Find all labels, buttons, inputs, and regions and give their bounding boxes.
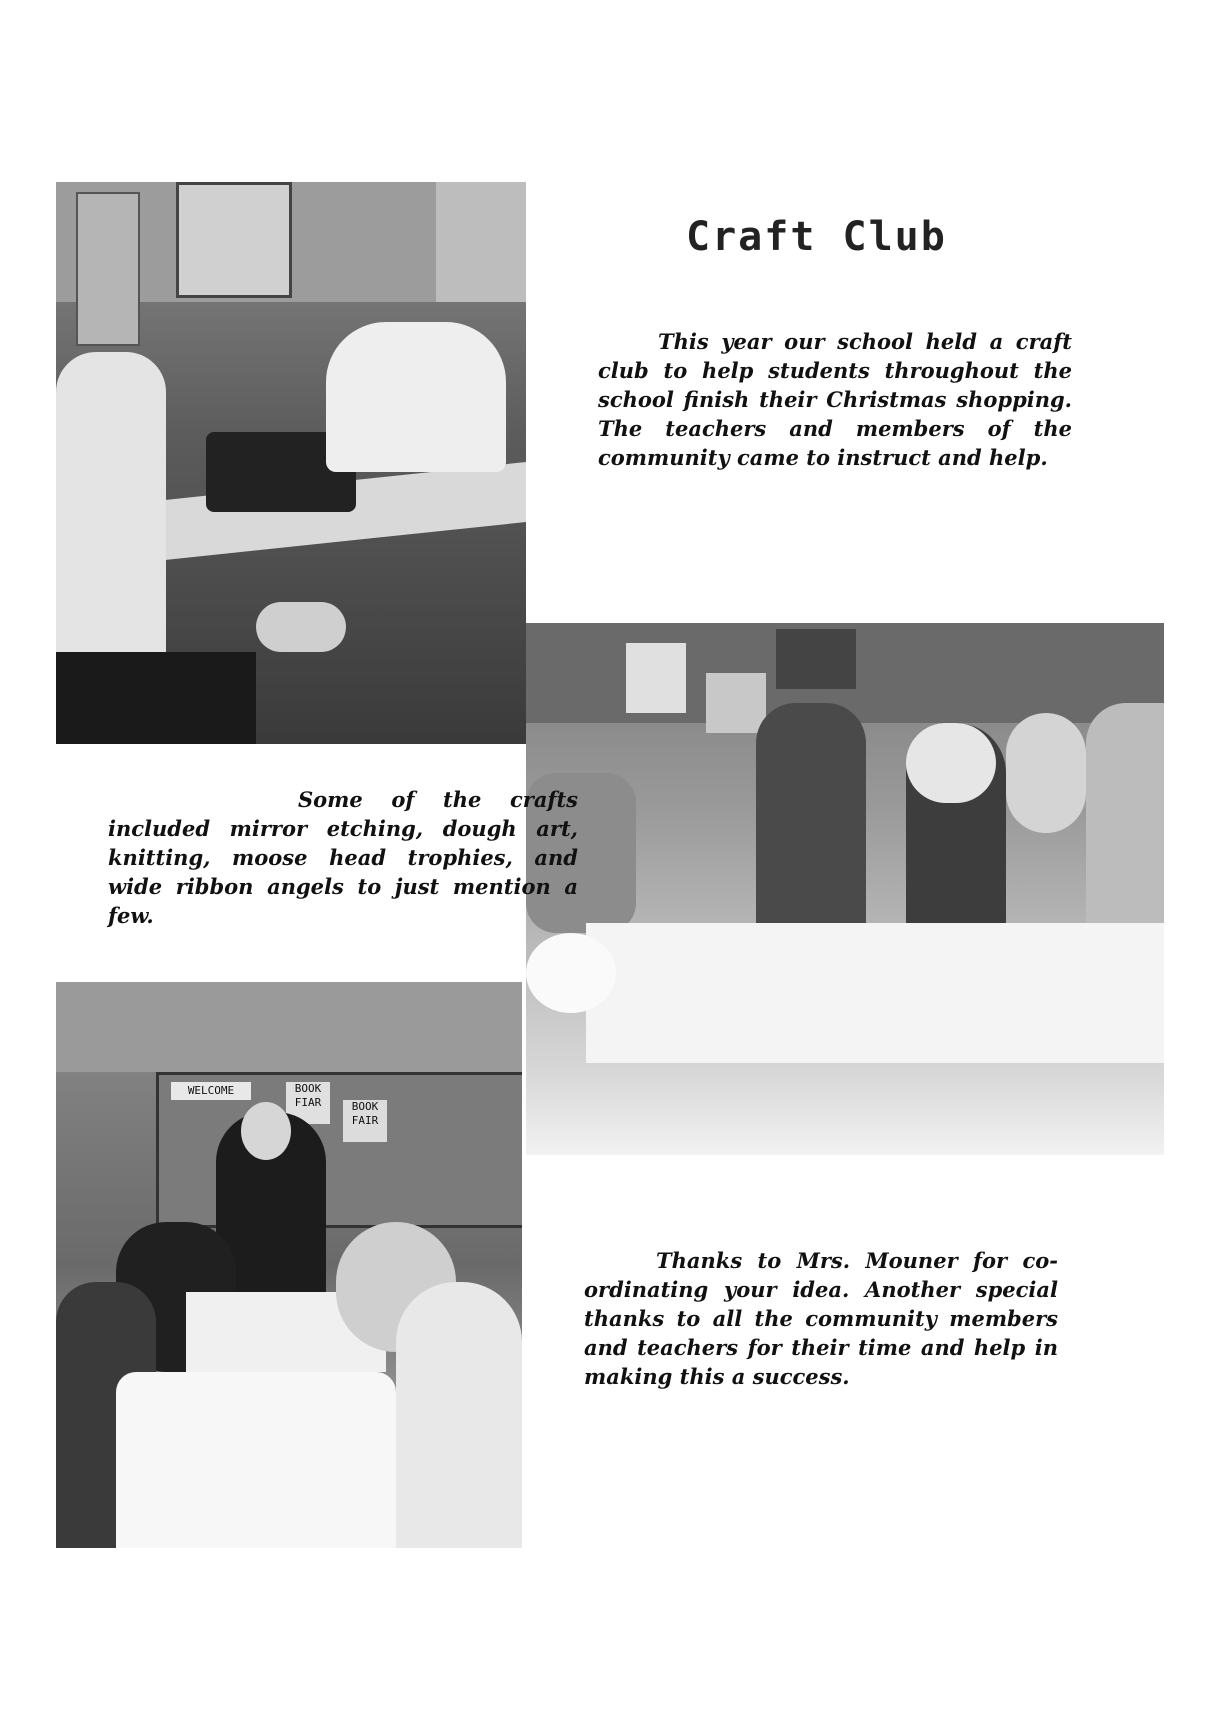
poster-welcome: WELCOME [171,1082,251,1100]
thanks-paragraph: Thanks to Mrs. Mouner for co-ordinating your idea. Another special thanks to all the community members and teachers for their time and help in making this a success. [584,1248,1058,1389]
poster-book-fiar: BOOK FIAR [286,1082,330,1124]
photo-girls-smiling [526,623,1164,1155]
photo-students-at-table [56,182,526,744]
crafts-paragraph: Some of the crafts included mirror etching, dough art, knitting, moose head trophies, and wide ribbon angels to just mention a few. [108,787,578,928]
poster-book-fair: BOOK FAIR [343,1100,387,1142]
photo-teacher-with-students [56,982,522,1548]
intro-paragraph: This year our school held a craft club to help students throughout the school finish their Christmas shopping. The teachers and members of the community came to instruct and help. [598,329,1072,470]
page-title: Craft Club [686,214,947,260]
